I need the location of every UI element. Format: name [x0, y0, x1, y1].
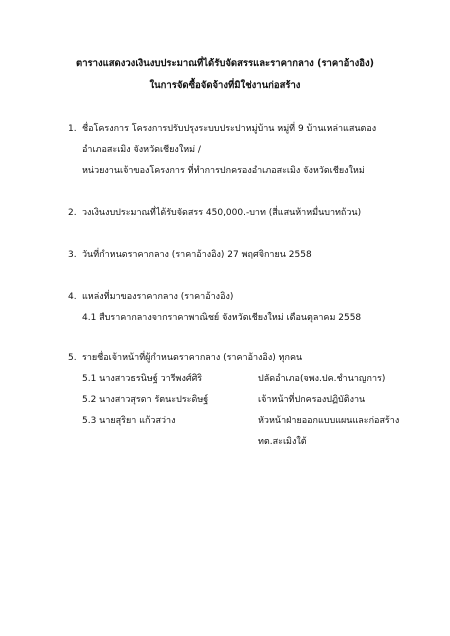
- official-2-position: เจ้าหน้าที่ปกครองปฏิบัติงาน: [258, 395, 366, 405]
- item-3-reference-date: วันที่กำหนดราคากลาง (ราคาอ้างอิง) 27 พฤศจิกายน 2558: [82, 250, 312, 260]
- item-1-number: 1.: [68, 124, 77, 134]
- item-4-price-source-detail: 4.1 สืบราคากลางจากราคาพาณิชย์ จังหวัดเชียงใหม่ เดือนตุลาคม 2558: [82, 313, 362, 323]
- official-1-position: ปลัดอำเภอ(จพง.ปค.ชำนาญการ): [258, 374, 386, 384]
- item-1-location: อำเภอสะเมิง จังหวัดเชียงใหม่ /: [82, 145, 201, 155]
- item-4-price-source-heading: แหล่งที่มาของราคากลาง (ราคาอ้างอิง): [82, 292, 234, 302]
- official-2-name: 5.2 นางสาวสุรดา รัตนะประดิษฐ์: [82, 395, 209, 405]
- official-3-position: หัวหน้าฝ่ายออกแบบแผนและก่อสร้าง: [258, 416, 400, 426]
- document-title-line-1: ตารางแสดงวงเงินงบประมาณที่ได้รับจัดสรรและราคากลาง (ราคาอ้างอิง): [76, 58, 374, 69]
- item-2-budget: วงเงินงบประมาณที่ได้รับจัดสรร 450,000.-บาท (สี่แสนห้าหมื่นบาทถ้วน): [82, 208, 362, 218]
- item-1-owner-agency: หน่วยงานเจ้าของโครงการ ที่ทำการปกครองอำเภอสะเมิง จังหวัดเชียงใหม่: [82, 166, 365, 176]
- item-3-number: 3.: [68, 250, 77, 260]
- official-1-name: 5.1 นางสาวธรนิษฐ์ วารีพงศ์ศิริ: [82, 374, 203, 384]
- item-2-number: 2.: [68, 208, 77, 218]
- item-4-number: 4.: [68, 292, 77, 302]
- item-5-number: 5.: [68, 353, 77, 363]
- official-3-position-line-2: ทต.สะเมิงใต้: [258, 437, 307, 447]
- item-1-project-name: ชื่อโครงการ โครงการปรับปรุงระบบประปาหมู่บ้าน หมู่ที่ 9 บ้านเหล่าแสนตอง: [82, 124, 377, 134]
- official-3-name: 5.3 นายสุริยา แก้วสว่าง: [82, 416, 176, 426]
- item-5-officials-heading: รายชื่อเจ้าหน้าที่ผู้กำหนดราคากลาง (ราคาอ้างอิง) ทุกคน: [82, 353, 303, 363]
- document-title-line-2: ในการจัดซื้อจัดจ้างที่มิใช่งานก่อสร้าง: [149, 80, 301, 91]
